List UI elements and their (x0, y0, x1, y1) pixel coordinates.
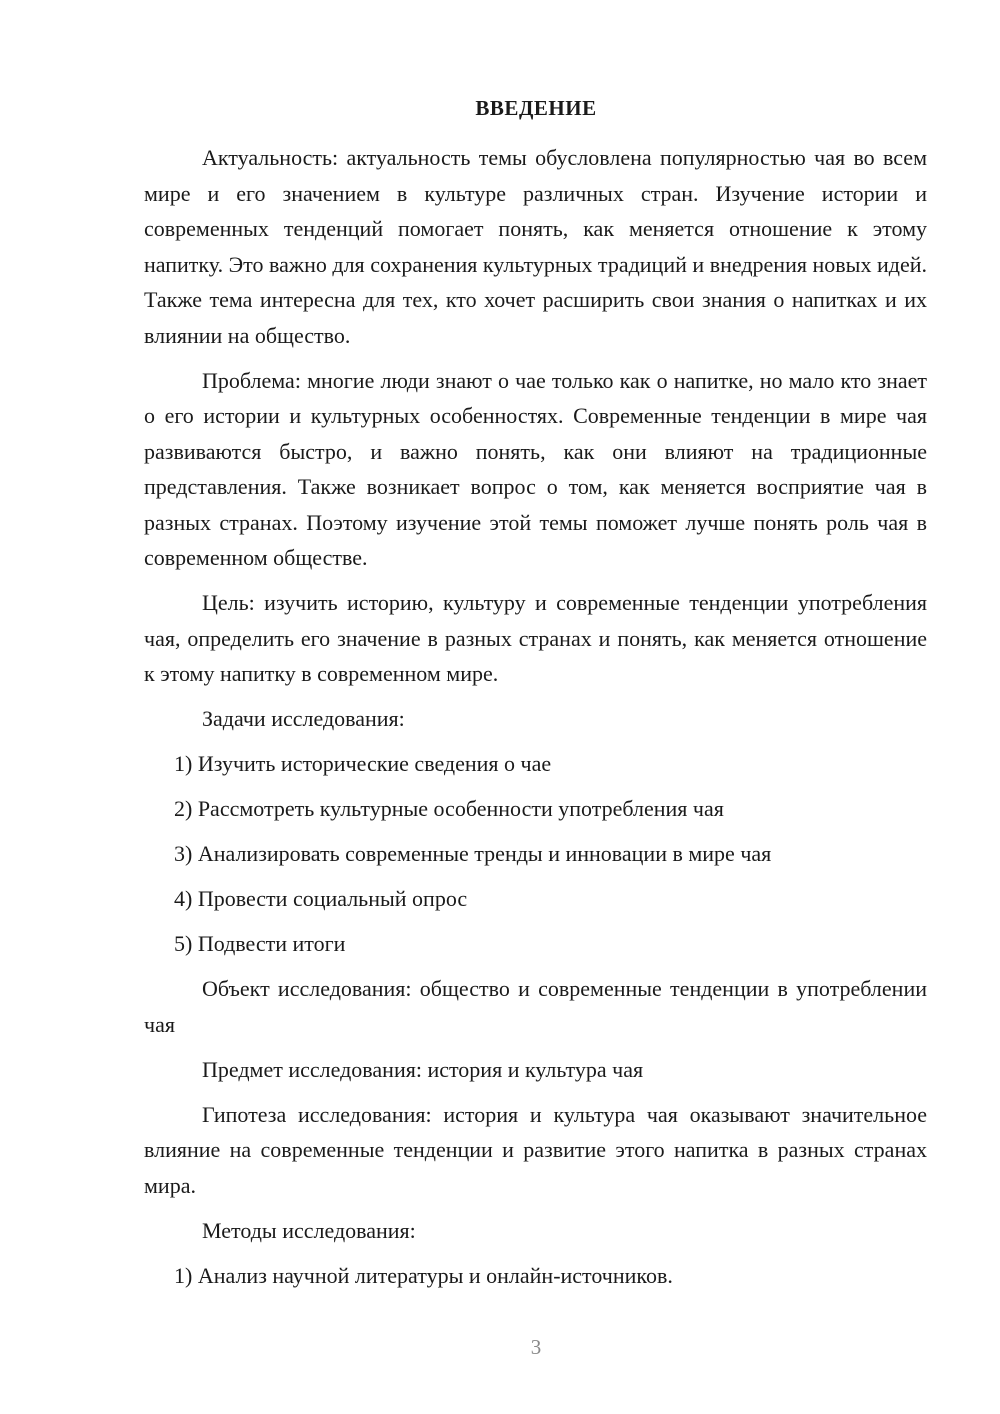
object-paragraph: Объект исследования: общество и современные тенденции в употреблении чая (144, 976, 927, 1037)
methods-heading: Методы исследования: (202, 1217, 416, 1243)
tasks-list (144, 746, 927, 962)
relevance-paragraph: Актуальность: актуальность темы обусловлена популярностью чая во всем мире и его значением в культуре различных стран. Изучение истории и современных тенденций помогает понять, как меняется отношение к этому напитку. Это важно для сохранения культурных традиций и внедрения новых идей. Также тема интересна для тех, кто хочет расширить свои знания о напитках и их влиянии на общество. (144, 145, 927, 348)
list-item: 2) Рассмотреть культурные особенности употребления чая (174, 796, 724, 821)
subject-paragraph: Предмет исследования: история и культура чая (202, 1056, 644, 1082)
page-title: ВВЕДЕНИЕ (475, 96, 597, 120)
tasks-heading: Задачи исследования: (202, 706, 405, 731)
methods-list (144, 1258, 927, 1294)
list-item: 1) Изучить исторические сведения о чае (174, 751, 552, 776)
list-item: 4) Провести социальный опрос (174, 886, 468, 911)
page-body (144, 140, 927, 1303)
list-item: 1) Анализ научной литературы и онлайн-источников. (174, 1262, 673, 1288)
page-number: 3 (530, 1335, 542, 1359)
list-item: 5) Подвести итоги (174, 931, 346, 956)
goal-paragraph: Цель: изучить историю, культуру и современные тенденции употребления чая, определить его значение в разных странах и понять, как меняется отношение к этому напитку в современном мире. (144, 590, 927, 686)
hypothesis-paragraph: Гипотеза исследования: история и культура чая оказывают значительное влияние на современные тенденции и развитие этого напитка в разных странах мира. (144, 1101, 927, 1198)
problem-paragraph: Проблема: многие люди знают о чае только как о напитке, но мало кто знает о его истории и культурных особенностях. Современные тенденции в мире чая развиваются быстро, и важно понять, как они влияют на традиционные представления. Также возникает вопрос о том, как меняется восприятие чая в разных странах. Поэтому изучение этой темы поможет лучше понять роль чая в современном обществе. (144, 367, 927, 570)
list-item: 3) Анализировать современные тренды и инновации в мире чая (174, 841, 772, 866)
